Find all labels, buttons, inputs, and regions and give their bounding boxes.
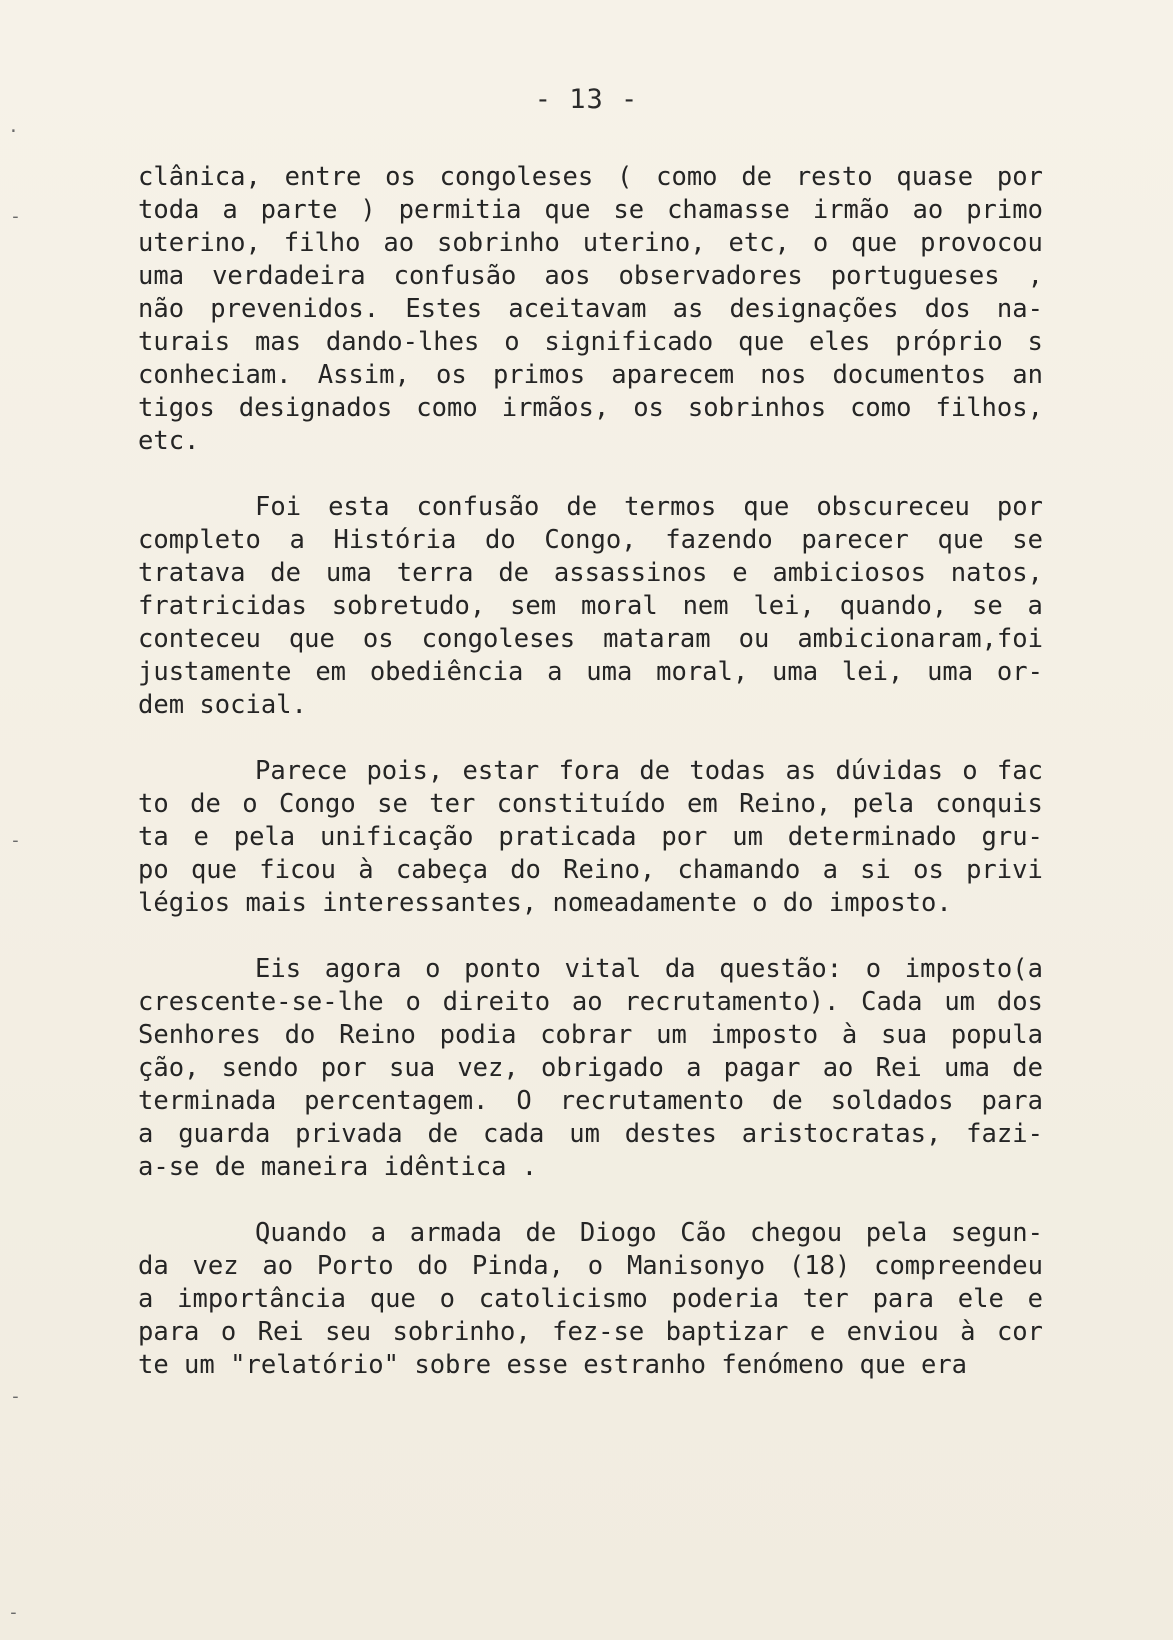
- text-line: clânica, entre os congoleses ( como de resto quase por: [138, 162, 1043, 192]
- document-body: [138, 161, 1043, 1382]
- margin-mark: -: [10, 1386, 21, 1407]
- text-line: Parece pois, estar fora de todas as dúvidas o fac: [255, 756, 1043, 786]
- text-line: légios mais interessantes, nomeadamente o do imposto.: [138, 888, 952, 918]
- text-line: crescente-se-lhe o direito ao recrutamento). Cada um dos: [138, 987, 1043, 1017]
- text-line: to de o Congo se ter constituído em Reino, pela conquis: [138, 789, 1043, 819]
- text-line: terminada percentagem. O recrutamento de soldados para: [138, 1086, 1043, 1116]
- text-line: turais mas dando-lhes o significado que eles próprio s: [138, 327, 1043, 357]
- text-line: justamente em obediência a uma moral, uma lei, uma or-: [138, 657, 1043, 687]
- text-line: conteceu que os congoleses mataram ou ambicionaram,foi: [138, 624, 1043, 654]
- paragraph: [138, 161, 1043, 458]
- text-line: para o Rei seu sobrinho, fez-se baptizar e enviou à cor: [138, 1317, 1043, 1347]
- text-line: po que ficou à cabeça do Reino, chamando a si os privi: [138, 855, 1043, 885]
- text-line: toda a parte ) permitia que se chamasse irmão ao primo: [138, 195, 1043, 225]
- text-line: Eis agora o ponto vital da questão: o imposto(a: [255, 954, 1043, 984]
- paragraph: [138, 953, 1043, 1184]
- text-line: fratricidas sobretudo, sem moral nem lei, quando, se a: [138, 591, 1043, 621]
- text-line: da vez ao Porto do Pinda, o Manisonyo (18) compreendeu: [138, 1251, 1043, 1281]
- text-line: a guarda privada de cada um destes aristocratas, fazi-: [138, 1119, 1043, 1149]
- text-line: uma verdadeira confusão aos observadores portugueses ,: [138, 261, 1043, 291]
- text-line: completo a História do Congo, fazendo parecer que se: [138, 525, 1043, 555]
- text-line: ta e pela unificação praticada por um determinado gru-: [138, 822, 1043, 852]
- text-line: te um "relatório" sobre esse estranho fenómeno que era: [138, 1350, 968, 1380]
- text-line: a importância que o catolicismo poderia ter para ele e: [138, 1284, 1043, 1314]
- margin-mark: -: [8, 1602, 19, 1623]
- text-line: uterino, filho ao sobrinho uterino, etc, o que provocou: [138, 228, 1043, 258]
- margin-mark: .: [8, 116, 19, 137]
- text-line: dem social.: [138, 690, 307, 720]
- text-line: Quando a armada de Diogo Cão chegou pela segun-: [255, 1218, 1043, 1248]
- text-line: tigos designados como irmãos, os sobrinhos como filhos,: [138, 393, 1043, 423]
- text-line: Senhores do Reino podia cobrar um imposto à sua popula: [138, 1020, 1043, 1050]
- paragraph: [138, 755, 1043, 920]
- text-line: tratava de uma terra de assassinos e ambiciosos natos,: [138, 558, 1043, 588]
- paragraph: [138, 491, 1043, 722]
- text-line: conheciam. Assim, os primos aparecem nos documentos an: [138, 360, 1043, 390]
- page-number: - 13 -: [534, 84, 639, 115]
- paragraph: [138, 1217, 1043, 1382]
- margin-mark: -: [10, 206, 21, 227]
- text-line: a-se de maneira idêntica .: [138, 1152, 538, 1182]
- text-line: etc.: [138, 426, 200, 456]
- text-line: ção, sendo por sua vez, obrigado a pagar ao Rei uma de: [138, 1053, 1043, 1083]
- margin-mark: -: [10, 830, 21, 851]
- text-line: Foi esta confusão de termos que obscureceu por: [255, 492, 1043, 522]
- text-line: não prevenidos. Estes aceitavam as designações dos na-: [138, 294, 1043, 324]
